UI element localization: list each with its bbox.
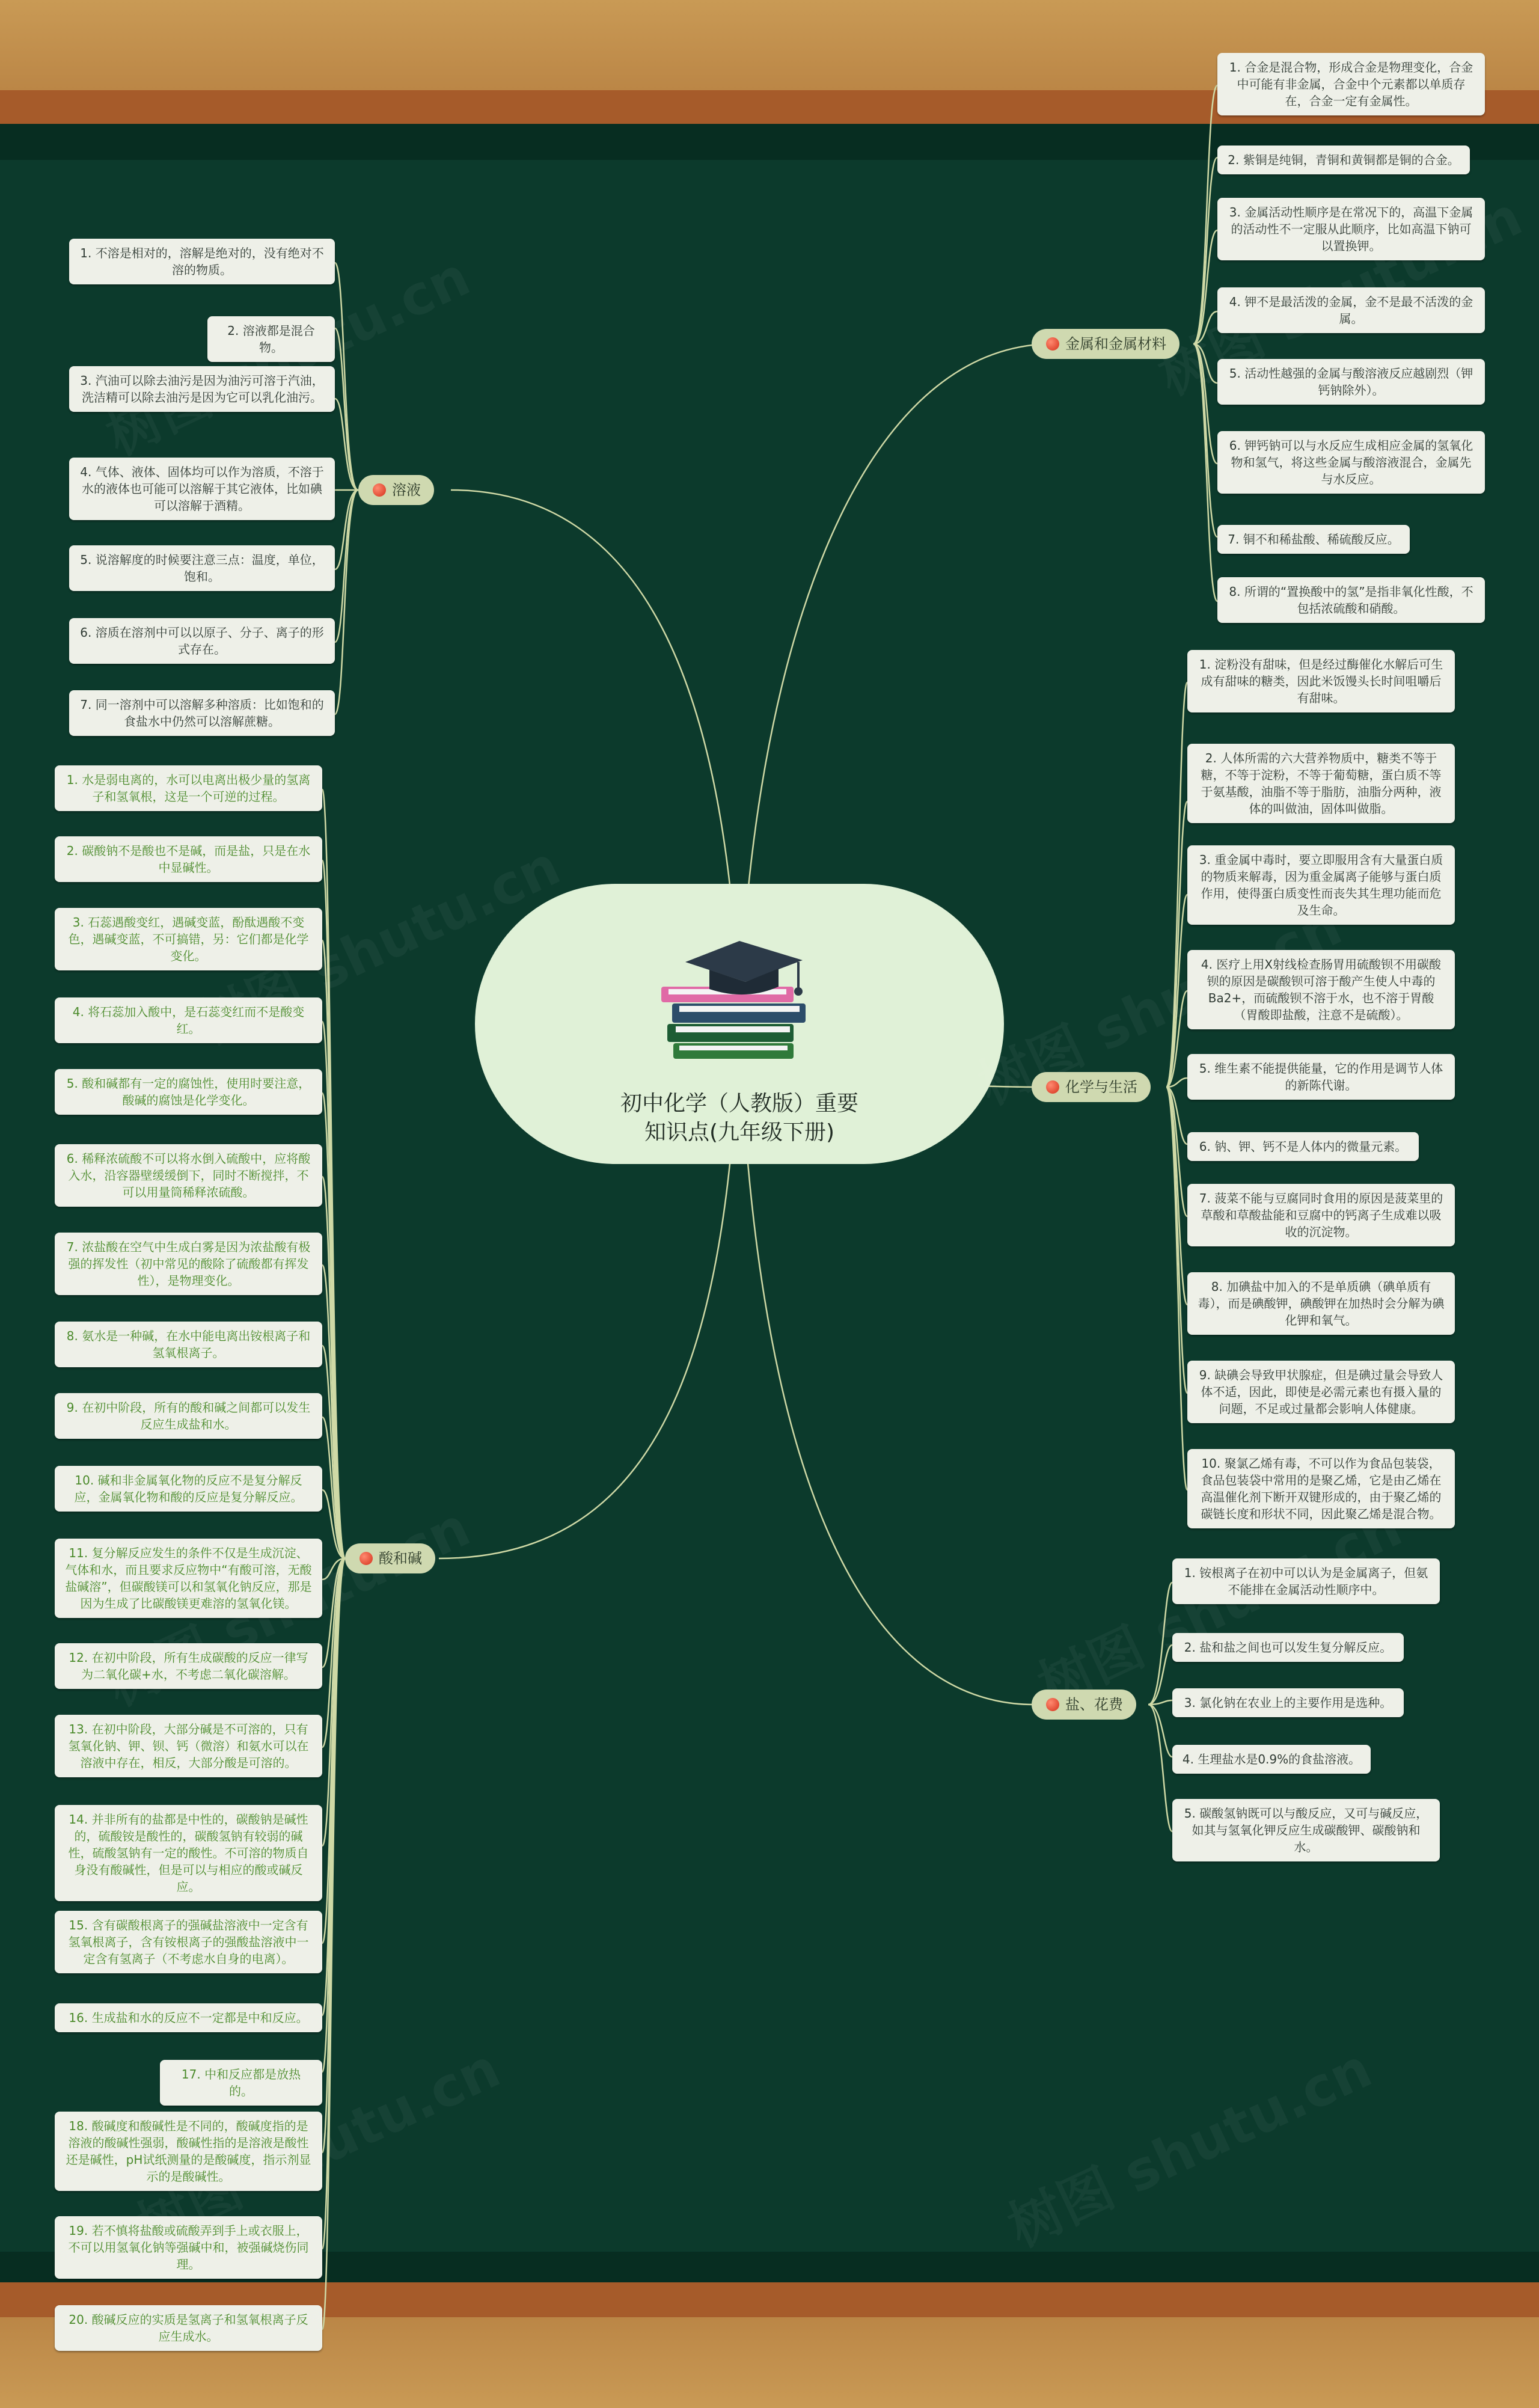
metal-item[interactable]: 4. 钾不是最活泼的金属，金不是最不活泼的金属。 bbox=[1217, 287, 1485, 333]
branch-bullet-icon bbox=[360, 1552, 373, 1565]
life-item[interactable]: 6. 钠、钾、钙不是人体内的微量元素。 bbox=[1187, 1132, 1419, 1161]
metal-item[interactable]: 8. 所谓的“置换酸中的氢”是指非氧化性酸，不包括浓硫酸和硝酸。 bbox=[1217, 577, 1485, 623]
branch-label: 溶液 bbox=[392, 482, 421, 498]
life-item[interactable]: 3. 重金属中毒时，要立即服用含有大量蛋白质的物质来解毒，因为重金属离子能够与蛋白质作用，使得蛋白质变性而丧失其生理功能而危及生命。 bbox=[1187, 845, 1455, 925]
salt-item[interactable]: 5. 碳酸氢钠既可以与酸反应，又可与碱反应，如其与氢氧化钾反应生成碳酸钾、碳酸钠和水。 bbox=[1172, 1799, 1440, 1861]
acid-item[interactable]: 4. 将石蕊加入酸中，是石蕊变红而不是酸变红。 bbox=[55, 997, 322, 1043]
acid-item[interactable]: 12. 在初中阶段，所有生成碳酸的反应一律写为二氧化碳+水，不考虑二氧化碳溶解。 bbox=[55, 1643, 322, 1689]
acid-item[interactable]: 9. 在初中阶段，所有的酸和碱之间都可以发生反应生成盐和水。 bbox=[55, 1393, 322, 1439]
life-item[interactable]: 9. 缺碘会导致甲状腺症，但是碘过量会导致人体不适，因此，即使是必需元素也有摄入量的问题，不足或过量都会影响人体健康。 bbox=[1187, 1361, 1455, 1423]
branch-label: 金属和金属材料 bbox=[1065, 335, 1166, 352]
metal-item[interactable]: 3. 金属活动性顺序是在常况下的，高温下金属的活动性不一定服从此顺序，比如高温下钠可以置换钾。 bbox=[1217, 198, 1485, 260]
acid-item[interactable]: 11. 复分解反应发生的条件不仅是生成沉淀、气体和水，而且要求反应物中“有酸可溶，无酸盐碱溶”，但碳酸镁可以和氢氧化钠反应，那是因为生成了比碳酸镁更难溶的氢氧化镁。 bbox=[55, 1539, 322, 1618]
life-item[interactable]: 4. 医疗上用X射线检查肠胃用硫酸钡不用碳酸钡的原因是碳酸钡可溶于酸产生使人中毒的Ba2+，而硫酸钡不溶于水，也不溶于胃酸（胃酸即盐酸，注意不是硫酸）。 bbox=[1187, 950, 1455, 1029]
acid-item[interactable]: 7. 浓盐酸在空气中生成白雾是因为浓盐酸有极强的挥发性（初中常见的酸除了硫酸都有挥发性），是物理变化。 bbox=[55, 1233, 322, 1295]
center-title bbox=[475, 1089, 1004, 1147]
acid-item[interactable]: 6. 稀释浓硫酸不可以将水倒入硫酸中，应将酸入水，沿容器壁缓缓倒下，同时不断搅拌，不可以用量筒稀释浓硫酸。 bbox=[55, 1144, 322, 1207]
life-item[interactable]: 2. 人体所需的六大营养物质中，糖类不等于糖，不等于淀粉，不等于葡萄糖，蛋白质不等于氨基酸，油脂不等于脂肪，油脂分两种，液体的叫做油，固体叫做脂。 bbox=[1187, 744, 1455, 823]
center-title-line-1: 初中化学（人教版）重要 bbox=[620, 1091, 858, 1116]
acid-item[interactable]: 15. 含有碳酸根离子的强碱盐溶液中一定含有氢氧根离子，含有铵根离子的强酸盐溶液中一定含有氢离子（不考虑水自身的电离）。 bbox=[55, 1911, 322, 1973]
acid-item[interactable]: 17. 中和反应都是放热的。 bbox=[160, 2060, 322, 2106]
books-graduation-cap-icon bbox=[661, 929, 818, 1067]
acid-item[interactable]: 1. 水是弱电离的，水可以电离出极少量的氢离子和氢氧根，这是一个可逆的过程。 bbox=[55, 765, 322, 811]
metal-item[interactable]: 5. 活动性越强的金属与酸溶液反应越剧烈（钾钙钠除外）。 bbox=[1217, 359, 1485, 405]
branch-solution[interactable] bbox=[358, 475, 434, 505]
branch-bullet-icon bbox=[373, 483, 386, 497]
acid-item[interactable]: 19. 若不慎将盐酸或硫酸弄到手上或衣服上，不可以用氢氧化钠等强碱中和，被强碱烧伤同理。 bbox=[55, 2216, 322, 2279]
center-title-line-2: 知识点(九年级下册) bbox=[644, 1120, 835, 1145]
life-item[interactable]: 8. 加碘盐中加入的不是单质碘（碘单质有毒），而是碘酸钾，碘酸钾在加热时会分解为碘化钾和氧气。 bbox=[1187, 1272, 1455, 1335]
branch-bullet-icon bbox=[1046, 1080, 1059, 1094]
metal-item[interactable]: 1. 合金是混合物，形成合金是物理变化，合金中可能有非金属，合金中个元素都以单质存在，合金一定有金属性。 bbox=[1217, 53, 1485, 115]
metal-item[interactable]: 7. 铜不和稀盐酸、稀硫酸反应。 bbox=[1217, 525, 1410, 554]
acid-item[interactable]: 10. 碱和非金属氧化物的反应不是复分解反应，金属氧化物和酸的反应是复分解反应。 bbox=[55, 1466, 322, 1512]
branch-life[interactable] bbox=[1032, 1072, 1151, 1102]
acid-item[interactable]: 3. 石蕊遇酸变红，遇碱变蓝，酚酞遇酸不变色，遇碱变蓝，不可搞错，另：它们都是化学变化。 bbox=[55, 908, 322, 970]
salt-item[interactable]: 1. 铵根离子在初中可以认为是金属离子，但氨不能排在金属活动性顺序中。 bbox=[1172, 1558, 1440, 1604]
branch-bullet-icon bbox=[1046, 1698, 1059, 1711]
salt-item[interactable]: 3. 氯化钠在农业上的主要作用是选种。 bbox=[1172, 1688, 1404, 1717]
solution-item[interactable]: 2. 溶液都是混合物。 bbox=[207, 316, 335, 362]
metal-item[interactable]: 2. 紫铜是纯铜，青铜和黄铜都是铜的合金。 bbox=[1217, 146, 1470, 174]
acid-item[interactable]: 20. 酸碱反应的实质是氢离子和氢氧根离子反应生成水。 bbox=[55, 2305, 322, 2351]
acid-item[interactable]: 18. 酸碱度和酸碱性是不同的，酸碱度指的是溶液的酸碱性强弱，酸碱性指的是溶液是酸性还是碱性，pH试纸测量的是酸碱度，指示剂显示的是酸碱性。 bbox=[55, 2112, 322, 2191]
branch-acid[interactable] bbox=[345, 1543, 435, 1573]
life-item[interactable]: 5. 维生素不能提供能量，它的作用是调节人体的新陈代谢。 bbox=[1187, 1054, 1455, 1100]
branch-label: 化学与生活 bbox=[1065, 1079, 1137, 1095]
life-item[interactable]: 10. 聚氯乙烯有毒，不可以作为食品包装袋，食品包装袋中常用的是聚乙烯，它是由乙烯在高温催化剂下断开双键形成的，由于聚乙烯的碳链长度和形状不同，因此聚乙烯是混合物。 bbox=[1187, 1449, 1455, 1528]
solution-item[interactable]: 6. 溶质在溶剂中可以以原子、分子、离子的形式存在。 bbox=[69, 618, 335, 664]
solution-item[interactable]: 3. 汽油可以除去油污是因为油污可溶于汽油，洗洁精可以除去油污是因为它可以乳化油污。 bbox=[69, 366, 335, 412]
acid-item[interactable]: 5. 酸和碱都有一定的腐蚀性，使用时要注意，酸碱的腐蚀是化学变化。 bbox=[55, 1069, 322, 1115]
salt-item[interactable]: 2. 盐和盐之间也可以发生复分解反应。 bbox=[1172, 1633, 1404, 1662]
branch-label: 酸和碱 bbox=[379, 1550, 422, 1567]
salt-item[interactable]: 4. 生理盐水是0.9%的食盐溶液。 bbox=[1172, 1745, 1371, 1774]
branch-bullet-icon bbox=[1046, 337, 1059, 351]
solution-item[interactable]: 4. 气体、液体、固体均可以作为溶质，不溶于水的液体也可能可以溶解于其它液体，比如碘可以溶解于酒精。 bbox=[69, 458, 335, 520]
branch-label: 盐、花费 bbox=[1065, 1696, 1123, 1713]
acid-item[interactable]: 14. 并非所有的盐都是中性的，碳酸钠是碱性的，硫酸铵是酸性的，碳酸氢钠有较弱的碱性，硫酸氢钠有一定的酸性。不可溶的物质自身没有酸碱性，但是可以与相应的酸或碱反应。 bbox=[55, 1805, 322, 1901]
acid-item[interactable]: 16. 生成盐和水的反应不一定都是中和反应。 bbox=[55, 2003, 322, 2032]
life-item[interactable]: 1. 淀粉没有甜味，但是经过酶催化水解后可生成有甜味的糖类，因此米饭馒头长时间咀嚼后有甜味。 bbox=[1187, 650, 1455, 712]
solution-item[interactable]: 1. 不溶是相对的，溶解是绝对的，没有绝对不溶的物质。 bbox=[69, 239, 335, 284]
acid-item[interactable]: 8. 氨水是一种碱，在水中能电离出铵根离子和氢氧根离子。 bbox=[55, 1322, 322, 1367]
metal-item[interactable]: 6. 钾钙钠可以与水反应生成相应金属的氢氧化物和氢气，将这些金属与酸溶液混合，金属先与水反应。 bbox=[1217, 431, 1485, 494]
acid-item[interactable]: 13. 在初中阶段，大部分碱是不可溶的，只有氢氧化钠、钾、钡、钙（微溶）和氨水可以在溶液中存在，相反，大部分酸是可溶的。 bbox=[55, 1715, 322, 1777]
solution-item[interactable]: 5. 说溶解度的时候要注意三点：温度，单位，饱和。 bbox=[69, 545, 335, 591]
life-item[interactable]: 7. 菠菜不能与豆腐同时食用的原因是菠菜里的草酸和草酸盐能和豆腐中的钙离子生成难以吸收的沉淀物。 bbox=[1187, 1184, 1455, 1246]
branch-metal[interactable] bbox=[1032, 329, 1179, 359]
acid-item[interactable]: 2. 碳酸钠不是酸也不是碱，而是盐，只是在水中显碱性。 bbox=[55, 836, 322, 882]
branch-salt[interactable] bbox=[1032, 1690, 1136, 1720]
solution-item[interactable]: 7. 同一溶剂中可以溶解多种溶质：比如饱和的食盐水中仍然可以溶解蔗糖。 bbox=[69, 690, 335, 736]
